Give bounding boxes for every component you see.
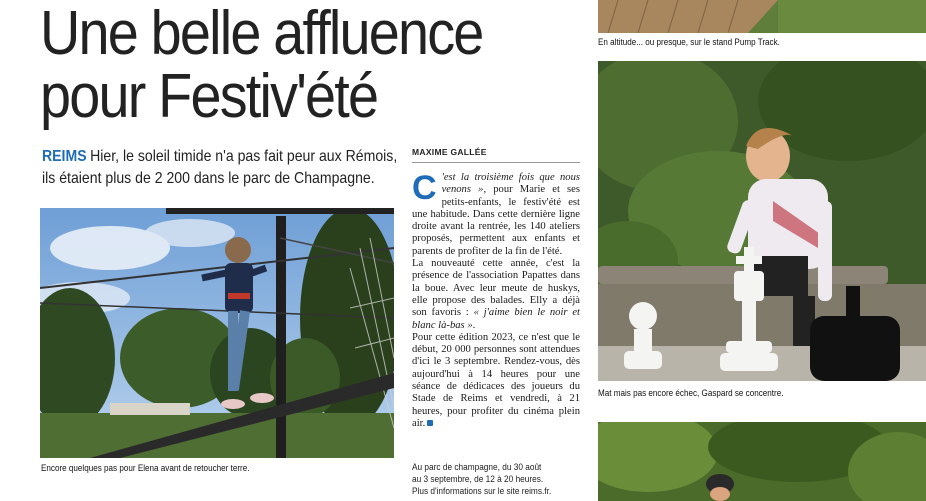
chess-photo xyxy=(598,61,926,381)
opening-quote: 'est la troisième fois que nous venons » xyxy=(441,172,580,196)
article-paragraph-3 xyxy=(412,332,580,430)
bottom-right-photo xyxy=(598,422,926,501)
headline-line-2: pour Festiv'été xyxy=(40,62,378,131)
bottom-right-illustration xyxy=(598,422,926,501)
paragraph-2-quote: « j'aime bien le noir et blanc là-bas » xyxy=(412,307,580,331)
dropcap: C xyxy=(412,169,437,207)
lead-text: Hier, le soleil timide n'a pas fait peur aux Rémois, ils étaient plus de 2 200 dans le parc de Champagne. xyxy=(42,148,398,187)
pump-track-illustration xyxy=(598,0,926,33)
byline-divider xyxy=(412,162,580,163)
article-paragraph-2 xyxy=(412,258,580,332)
paragraph-2-end: . xyxy=(472,319,476,331)
lead-paragraph xyxy=(42,146,412,190)
lead-location: REIMS xyxy=(42,148,87,165)
chess-caption: Mat mais pas encore échec, Gaspard se concentre. xyxy=(598,388,784,398)
info-line-1: Au parc de champagne, du 30 août xyxy=(412,462,542,472)
info-line-2: au 3 septembre, de 12 à 20 heures. xyxy=(412,474,544,484)
paragraph-2-text: La nouveauté cette année, c'est la présence de l'association Papattes dans la boue. Avec leur meute de huskys, elle propose des balades. Elly a déjà son favoris : xyxy=(412,258,580,319)
article-body xyxy=(412,169,580,430)
rope-course-illustration xyxy=(40,208,394,458)
practical-info xyxy=(412,461,568,497)
headline-line-1: Une belle affluence xyxy=(40,0,483,68)
pump-track-caption: En altitude... ou presque, sur le stand Pump Track. xyxy=(598,37,780,47)
rope-course-caption: Encore quelques pas pour Elena avant de retoucher terre. xyxy=(41,463,250,473)
paragraph-3-text: Pour cette édition 2023, ce n'est que le début, 20 000 personnes sont attendues d'ici le 3 septembre. Rendez-vous, dès aujourd'hui à 14 heures pour une séance de dédicaces des joueurs du Stade de Reims et vendredi, à 21 heures, pour profiter du cinéma plein air. xyxy=(412,331,580,429)
article-paragraph-1 xyxy=(412,169,580,258)
chess-illustration xyxy=(598,61,926,381)
end-mark-icon xyxy=(427,420,433,426)
paragraph-1-text: , pour Marie et ses petits-enfants, le festiv'été est une habitude. Dans cette dernière ligne droite avant la rentrée, les 140 ateliers proposés, permettent aux enfants et parents de profiter de la fin de l'été. xyxy=(412,184,580,257)
pump-track-photo xyxy=(598,0,926,33)
byline: MAXIME GALLÉE xyxy=(412,147,487,157)
info-line-3: Plus d'informations sur le site reims.fr. xyxy=(412,486,552,496)
headline xyxy=(40,0,531,131)
rope-course-photo xyxy=(40,208,394,458)
